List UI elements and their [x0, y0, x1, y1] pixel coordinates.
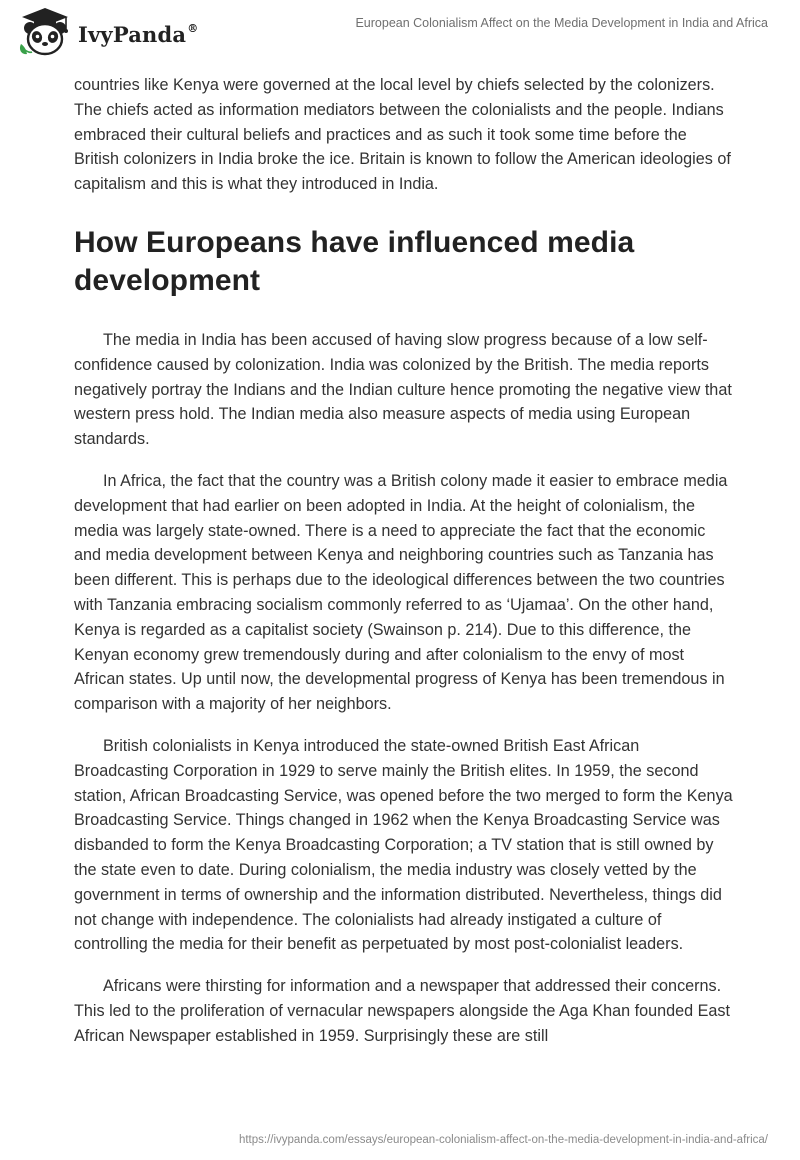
- section-heading: How Europeans have influenced media development: [74, 225, 635, 297]
- intro-paragraph: countries like Kenya were governed at the local level by chiefs selected by the colonizers. The chiefs acted as information mediators between the colonialists and the people. Indians embraced their cultural beliefs and practices and as such it took some time before the British colonizers in India broke the ice. Britain is known to follow the American ideologies of capitalism and this is what they introduced in India.: [74, 76, 731, 194]
- essay-content: [74, 73, 734, 1066]
- body-paragraph: British colonialists in Kenya introduced the state-owned British East African Broadcasting Corporation in 1929 to serve mainly the British elites. In 1959, the second station, African Broadcasting Service, was opened before the two merged to form the Kenya Broadcasting Service. Things changed in 1962 when the Kenya Broadcasting Service was disbanded to form the Kenya Broadcasting Corporation; a TV station that is still owned by the state even to date. During colonialism, the media industry was closely vetted by the government in terms of ownership and the information distributed. Nevertheless, things did not change with independence. The colonialists had already instigated a culture of controlling the media for their benefit as perpetuated by most post-colonialist leaders.: [74, 736, 733, 954]
- logo-text: IvyPanda®: [78, 21, 199, 47]
- ivypanda-logo[interactable]: [16, 6, 198, 58]
- page-header: [0, 0, 800, 64]
- body-paragraph: The media in India has been accused of having slow progress because of a low self-confidence caused by colonization. India was colonized by the British. The media reports negatively portray the Indians and the Indian culture hence promoting the negative view that western press hold. The Indian media also measure aspects of media using European standards.: [74, 330, 732, 449]
- footer-url[interactable]: https://ivypanda.com/essays/european-colonialism-affect-on-the-media-development-in-india-and-africa/: [238, 1134, 768, 1146]
- body-paragraph: In Africa, the fact that the country was a British colony made it easier to embrace media development that had earlier on been adopted in India. At the height of colonialism, the media was largely state-owned. There is a need to appreciate the fact that the economic and media development between Kenya and neighboring countries such as Tanzania has been different. This is perhaps due to the ideological differences between the two countries with Tanzania embracing socialism commonly referred to as ‘Ujamaa’. On the other hand, Kenya is regarded as a capitalist society (Swainson p. 214). Due to this difference, the Kenyan economy grew tremendously during and after colonialism to the envy of most African states. Up until now, the developmental progress of Kenya has been tremendous in comparison with a majority of her neighbors.: [74, 471, 728, 714]
- body-paragraph: Africans were thirsting for information and a newspaper that addressed their concerns. This led to the proliferation of vernacular newspapers alongside the Aga Khan founded East African Newspaper established in 1959. Surprisingly these are still: [74, 977, 731, 1045]
- document-title: European Colonialism Affect on the Media Development in India and Africa: [355, 16, 768, 30]
- panda-graduate-icon: [16, 6, 74, 58]
